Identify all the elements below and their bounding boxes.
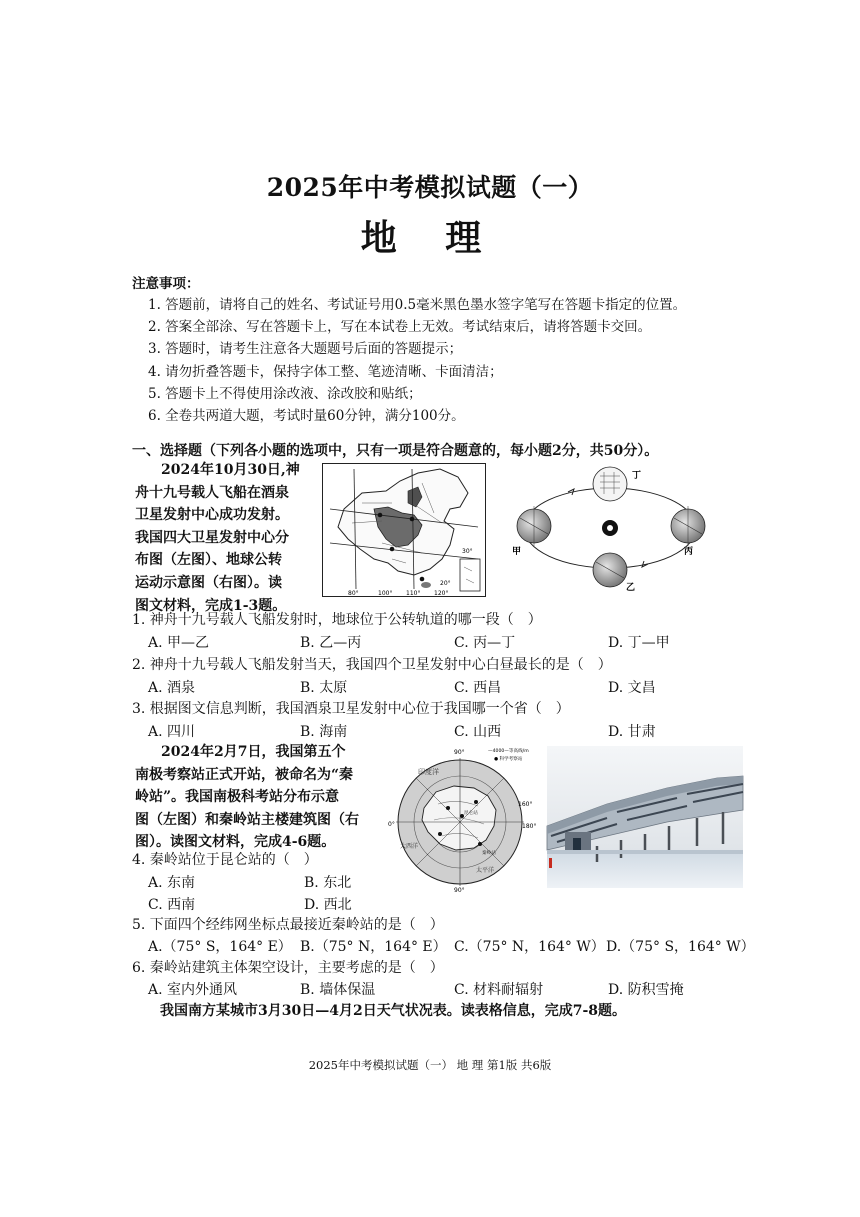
orbit-svg (508, 462, 712, 594)
intro-line: 南极考察站正式开站，被命名为“秦 (135, 766, 354, 783)
option-c[interactable]: C. 西南 (148, 897, 196, 913)
notice-item: 4. 请勿折叠答题卡，保持字体工整、笔迹清晰、卡面清洁； (148, 363, 503, 380)
intro-line: 我国四大卫星发射中心分 (135, 529, 289, 546)
station-dot (438, 832, 442, 836)
qinling-station-photo (547, 746, 743, 888)
lon-label-160: 160° (518, 801, 533, 808)
option-c[interactable]: C. 材料耐辐射 (454, 982, 544, 998)
option-b[interactable]: B. 海南 (300, 724, 348, 740)
lon-label-right: 180° (522, 823, 537, 830)
page-footer: 2025年中考模拟试题（一） 地 理 第1版 共6版 (308, 1058, 552, 1072)
option-b[interactable]: B. 乙—丙 (300, 635, 362, 651)
map-lat-label: 20° (440, 580, 451, 587)
map-lat-label: 30° (462, 548, 473, 555)
notice-item: 3. 答题时，请考生注意各大题题号后面的答题提示； (148, 341, 463, 358)
question-stem: 1. 神舟十九号载人飞船发射时，地球位于公转轨道的哪一段（ ） (132, 612, 542, 628)
earth-icon (593, 467, 627, 501)
station-label: 昆仑站 (464, 811, 478, 816)
intro-line: 图（左图）和秦岭站主楼建筑图（右 (135, 811, 359, 828)
question-stem: 4. 秦岭站位于昆仑站的（ ） (132, 852, 318, 868)
option-d[interactable]: D. 西北 (304, 897, 352, 913)
station-dot (474, 800, 478, 804)
option-d[interactable]: D.（75° S，164° W） (606, 939, 755, 955)
question-stem: 5. 下面四个经纬网坐标点最接近秦岭站的是（ ） (132, 917, 444, 933)
china-launch-site-map (322, 463, 486, 597)
earth-orbit-diagram (508, 462, 712, 594)
option-a[interactable]: A.（75° S，164° E） (148, 939, 292, 955)
station-photo-svg (547, 746, 743, 888)
option-a[interactable]: A. 甲—乙 (148, 635, 210, 651)
orbit-label-yi: 乙 (626, 583, 636, 593)
intro-line: 2024年10月30日,神 (161, 462, 300, 478)
ocean-label: 大西洋 (400, 843, 419, 850)
option-c[interactable]: C.（75° N，164° W） (454, 939, 605, 955)
question-stem: 2. 神舟十九号载人飞船发射当天，我国四个卫星发射中心白昼最长的是（ ） (132, 657, 612, 673)
ocean-label: 太平洋 (476, 867, 495, 874)
option-a[interactable]: A. 室内外通风 (148, 982, 238, 998)
notice-item: 1. 答题前，请将自己的姓名、考试证号用0.5毫米黑色墨水签字笔写在答题卡指定的位置。 (148, 297, 687, 313)
ocean-label: 印度洋 (418, 768, 439, 776)
subject-title: 地 理 (360, 217, 500, 259)
option-d[interactable]: D. 文昌 (608, 680, 656, 696)
intro-line: 图文材料，完成1-3题。 (135, 597, 287, 614)
option-d[interactable]: D. 甘肃 (608, 724, 656, 740)
question-stem: 3. 根据图文信息判断，我国酒泉卫星发射中心位于我国哪一个省（ ） (132, 701, 570, 717)
material-intro-1 (135, 459, 313, 617)
option-a[interactable]: A. 酒泉 (148, 680, 196, 696)
map-lon-label: 80° (348, 590, 359, 597)
notice-item: 2. 答案全部涂、写在答题卡上，写在本试卷上无效。考试结束后，请将答题卡交回。 (148, 319, 652, 336)
notice-item: 5. 答题卡上不得使用涂改液、涂改胶和贴纸； (148, 385, 422, 402)
question-stem: 6. 秦岭站建筑主体架空设计，主要考虑的是（ ） (132, 960, 444, 976)
option-c[interactable]: C. 丙—丁 (454, 635, 516, 651)
legend-station: ● 科学考察站 (494, 757, 523, 762)
option-d[interactable]: D. 丁—甲 (608, 635, 670, 651)
intro-line: 布图（左图）、地球公转 (135, 552, 282, 569)
earth-icon (517, 506, 551, 546)
option-b[interactable]: B. 东北 (304, 875, 352, 891)
station-dot (446, 806, 450, 810)
option-a[interactable]: A. 四川 (148, 724, 196, 740)
map-lon-label: 110° (406, 590, 421, 597)
antarctic-map-svg (388, 744, 537, 894)
intro-line: 2024年2月7日，我国第五个 (161, 744, 346, 760)
exam-title: 2025年中考模拟试题（一） (266, 173, 594, 202)
intro-line: 运动示意图（右图）。读 (135, 574, 282, 591)
lon-label-left: 0° (388, 821, 395, 828)
option-c[interactable]: C. 山西 (454, 724, 502, 740)
lon-label-bottom: 90° (454, 887, 465, 894)
notice-item: 6. 全卷共两道大题，考试时量60分钟，满分100分。 (148, 408, 465, 425)
china-map-svg (322, 463, 486, 597)
map-lon-label: 100° (378, 590, 393, 597)
option-b[interactable]: B.（75° N，164° E） (300, 939, 447, 955)
intro-line: 岭站”。我国南极科考站分布示意 (135, 789, 340, 806)
earth-icon (671, 506, 705, 546)
option-b[interactable]: B. 墙体保温 (300, 982, 376, 998)
material-prompt-7-8: 我国南方某城市3月30日—4月2日天气状况表。读表格信息，完成7-8题。 (160, 1003, 626, 1019)
option-d[interactable]: D. 防积雪掩 (608, 982, 684, 998)
earth-icon (593, 553, 627, 587)
south-china-sea-inset (460, 559, 480, 591)
lon-label-top: 90° (454, 749, 465, 756)
option-b[interactable]: B. 太原 (300, 680, 348, 696)
notice-heading: 注意事项： (132, 276, 200, 292)
map-lon-label: 120° (434, 590, 449, 597)
option-c[interactable]: C. 西昌 (454, 680, 502, 696)
intro-line: 卫星发射中心成功发射。 (135, 507, 289, 524)
intro-line: 舟十九号载人飞船在酒泉 (135, 484, 289, 501)
material-intro-2 (135, 741, 387, 854)
section-heading: 一、选择题（下列各小题的选项中，只有一项是符合题意的，每小题2分，共50分）。 (132, 443, 659, 459)
legend-contour: —4000—等高线/m (488, 749, 529, 754)
orbit-label-bing: 丙 (684, 547, 694, 557)
orbit-label-ding: 丁 (632, 471, 642, 481)
station-label: 秦岭站 (482, 851, 496, 856)
option-a[interactable]: A. 东南 (148, 875, 196, 891)
orbit-label-jia: 甲 (512, 547, 522, 557)
station-dot (478, 842, 482, 846)
antarctic-station-map (388, 744, 537, 894)
intro-line: 图）。读图文材料，完成4-6题。 (135, 834, 336, 851)
notice-list (148, 294, 686, 427)
